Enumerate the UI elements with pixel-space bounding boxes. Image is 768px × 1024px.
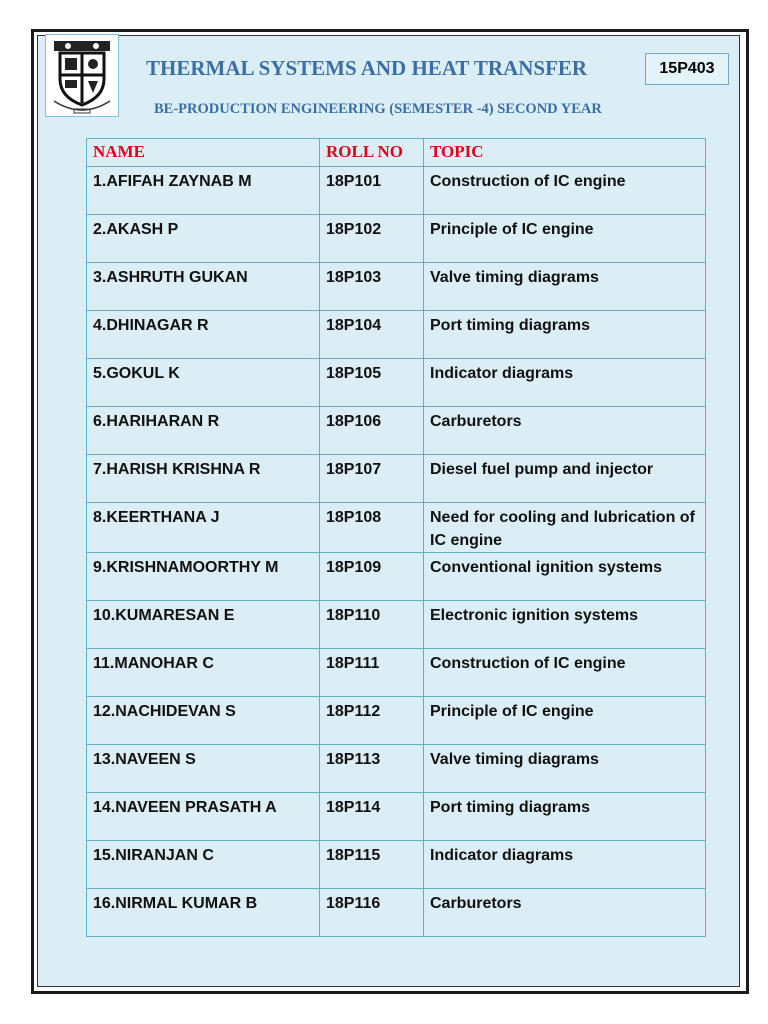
table-row [87, 215, 706, 263]
topic-cell: Valve timing diagrams [424, 263, 706, 311]
student-name-cell: 5.GOKUL K [87, 359, 320, 407]
table-row [87, 889, 706, 937]
student-name-cell: 2.AKASH P [87, 215, 320, 263]
roll-no-cell: 18P113 [320, 745, 424, 793]
table-row [87, 745, 706, 793]
student-name-cell: 14.NAVEEN PRASATH A [87, 793, 320, 841]
table-row [87, 601, 706, 649]
table-row [87, 841, 706, 889]
document-title: THERMAL SYSTEMS AND HEAT TRANSFER [146, 56, 588, 80]
table-row [87, 311, 706, 359]
roll-no-cell: 18P109 [320, 553, 424, 601]
topic-cell: Indicator diagrams [424, 359, 706, 407]
student-name-cell: 3.ASHRUTH GUKAN [87, 263, 320, 311]
column-header-name: NAME [87, 139, 320, 167]
topic-cell: Construction of IC engine [424, 649, 706, 697]
table-row [87, 359, 706, 407]
table-row [87, 263, 706, 311]
table-row [87, 455, 706, 503]
topic-cell: Conventional ignition systems [424, 553, 706, 601]
topic-cell: Diesel fuel pump and injector [424, 455, 706, 503]
column-header-topic: TOPIC [424, 139, 706, 167]
roll-no-cell: 18P114 [320, 793, 424, 841]
student-name-cell: 8.KEERTHANA J [87, 503, 320, 553]
topic-cell: Principle of IC engine [424, 697, 706, 745]
topic-cell: Need for cooling and lubrication of IC engine [424, 503, 706, 553]
roll-no-cell: 18P108 [320, 503, 424, 553]
course-code-badge: 15P403 [645, 53, 729, 85]
topic-cell: Carburetors [424, 889, 706, 937]
student-name-cell: 12.NACHIDEVAN S [87, 697, 320, 745]
roll-no-cell: 18P106 [320, 407, 424, 455]
topic-cell: Electronic ignition systems [424, 601, 706, 649]
roll-no-cell: 18P101 [320, 167, 424, 215]
topic-cell: Carburetors [424, 407, 706, 455]
table-row [87, 697, 706, 745]
student-name-cell: 6.HARIHARAN R [87, 407, 320, 455]
student-name-cell: 11.MANOHAR C [87, 649, 320, 697]
roll-no-cell: 18P104 [320, 311, 424, 359]
roll-no-cell: 18P105 [320, 359, 424, 407]
table-header-row [87, 139, 706, 167]
roll-no-cell: 18P111 [320, 649, 424, 697]
topic-cell: Principle of IC engine [424, 215, 706, 263]
student-name-cell: 15.NIRANJAN C [87, 841, 320, 889]
student-topic-table [86, 138, 706, 937]
student-name-cell: 1.AFIFAH ZAYNAB M [87, 167, 320, 215]
roll-no-cell: 18P102 [320, 215, 424, 263]
student-name-cell: 4.DHINAGAR R [87, 311, 320, 359]
roll-no-cell: 18P112 [320, 697, 424, 745]
roll-no-cell: 18P107 [320, 455, 424, 503]
roll-no-cell: 18P115 [320, 841, 424, 889]
topic-cell: Indicator diagrams [424, 841, 706, 889]
table-row [87, 649, 706, 697]
table-row [87, 167, 706, 215]
student-name-cell: 7.HARISH KRISHNA R [87, 455, 320, 503]
topic-cell: Construction of IC engine [424, 167, 706, 215]
column-header-roll-no: ROLL NO [320, 139, 424, 167]
document-subtitle: BE-PRODUCTION ENGINEERING (SEMESTER -4) SECOND YEAR [154, 101, 602, 117]
student-name-cell: 10.KUMARESAN E [87, 601, 320, 649]
roll-no-cell: 18P103 [320, 263, 424, 311]
student-name-cell: 16.NIRMAL KUMAR B [87, 889, 320, 937]
topic-cell: Valve timing diagrams [424, 745, 706, 793]
topic-cell: Port timing diagrams [424, 311, 706, 359]
table-row [87, 503, 706, 553]
roll-no-cell: 18P116 [320, 889, 424, 937]
table-row [87, 793, 706, 841]
table-row [87, 553, 706, 601]
student-name-cell: 9.KRISHNAMOORTHY M [87, 553, 320, 601]
topic-cell: Port timing diagrams [424, 793, 706, 841]
college-crest-icon [45, 34, 119, 117]
roll-no-cell: 18P110 [320, 601, 424, 649]
student-name-cell: 13.NAVEEN S [87, 745, 320, 793]
table-row [87, 407, 706, 455]
